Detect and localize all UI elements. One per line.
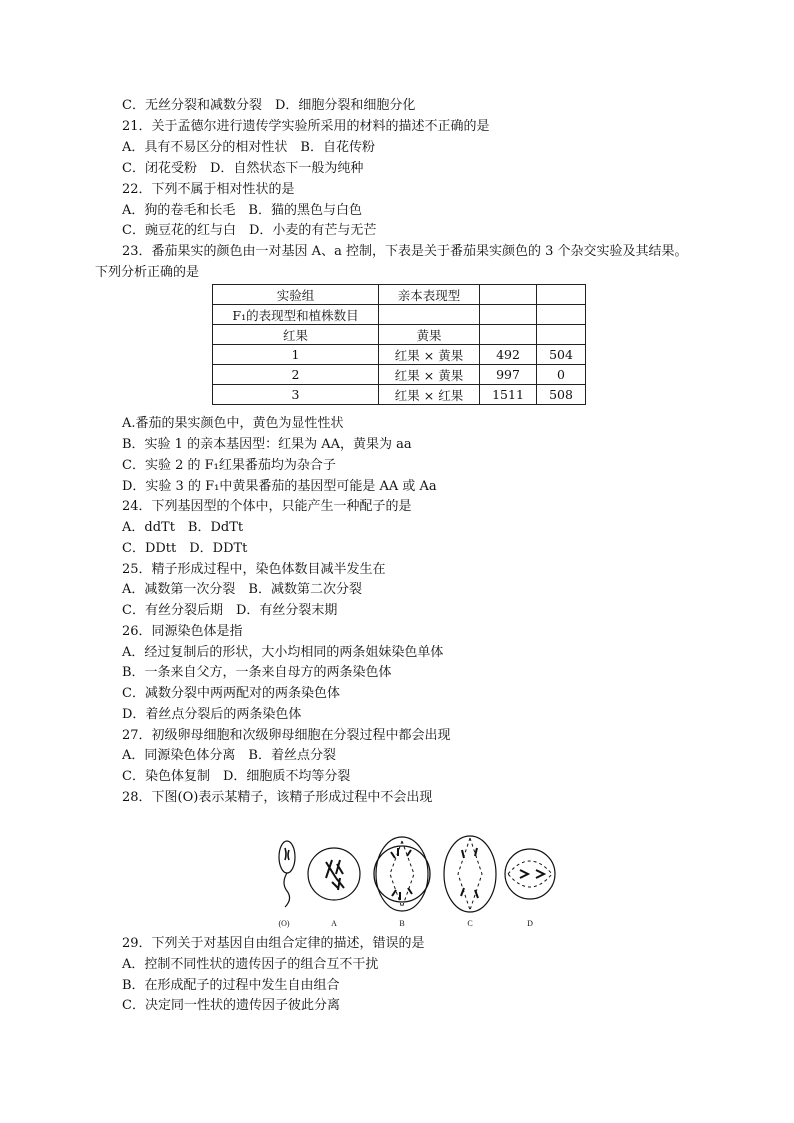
cell-b [374,846,430,902]
q23-option-d: D．实验 3 的 F₁中黄果番茄的基因型可能是 AA 或 Aa [122,479,437,494]
q23-stem-continued: 下列分析正确的是 [95,265,200,280]
figure-label-d: D [527,919,533,928]
q21-stem: 21．关于孟德尔进行遗传学实验所采用的材料的描述不正确的是 [122,119,490,134]
sperm-head [279,841,295,873]
q21-option-cd: C．闭花受粉 D．自然状态下一般为纯种 [122,161,364,176]
q26-option-d: D．着丝点分裂后的两条染色体 [122,707,302,722]
table-cell: 504 [537,345,586,365]
q23-option-a: A.番茄的果实颜色中，黄色为显性性状 [122,416,344,431]
q26-option-c: C．减数分裂中两两配对的两条染色体 [122,686,340,701]
cell-a-chromosomes [326,860,343,878]
table-cell: 0 [537,365,586,385]
table-cell: 2 [213,365,379,385]
q23-option-c: C．实验 2 的 F₁红果番茄均为杂合子 [122,458,336,473]
figure-label-b: B [399,919,405,928]
q29-option-b: B．在形成配子的过程中发生自由组合 [122,978,340,993]
q27-option-ab: A．同源染色体分离 B．着丝点分裂 [122,748,336,763]
q26-option-a: A．经过复制后的形状，大小均相同的两条姐妹染色单体 [122,645,444,660]
cell-division-figure [266,826,566,932]
q29-stem: 29．下列关于对基因自由组合定律的描述，错误的是 [122,936,425,951]
table-cell [379,305,480,325]
table-cell: 红果 [213,325,379,345]
table-cell: 1511 [480,385,537,405]
q22-stem: 22．下列不属于相对性状的是 [122,182,295,197]
cell-b-membrane [376,837,428,911]
q22-option-ab: A．狗的卷毛和长毛 B．猫的黑色与白色 [122,203,362,218]
sperm-chromosomes [285,848,289,860]
q25-stem: 25．精子形成过程中，染色体数目减半发生在 [122,562,386,577]
q24-option-ab: A．ddTt B．DdTt [122,520,244,535]
table-cell: 1 [213,345,379,365]
q29-option-c: C．决定同一性状的遗传因子彼此分离 [122,998,340,1013]
table-cell: 红果 × 黄果 [379,345,480,365]
table-row [213,325,586,345]
table-row [213,305,586,325]
table-cell: 黄果 [379,325,480,345]
table-cell: 3 [213,385,379,405]
q26-option-b: B．一条来自父方，一条来自母方的两条染色体 [122,665,392,680]
cross-results-table [212,284,586,405]
q25-option-cd: C．有丝分裂后期 D．有丝分裂末期 [122,603,338,618]
table-row [213,365,586,385]
table-cell: 红果 × 黄果 [379,365,480,385]
table-cell [480,285,537,305]
q27-stem: 27．初级卵母细胞和次级卵母细胞在分裂过程中都会出现 [122,728,451,743]
table-cell [537,285,586,305]
q27-option-cd: C．染色体复制 D．细胞质不均等分裂 [122,769,351,784]
q24-stem: 24．下列基因型的个体中，只能产生一种配子的是 [122,499,412,514]
q21-option-ab: A．具有不易区分的相对性状 B．自花传粉 [122,140,375,155]
q26-stem: 26．同源染色体是指 [122,624,243,639]
table-row [213,285,586,305]
table-cell: F₁的表现型和植株数目 [213,305,379,325]
table-cell [537,305,586,325]
figure-label-c: C [467,919,473,928]
figure-label-o: (O) [278,919,290,928]
table-cell: 红果 × 红果 [379,385,480,405]
q23-option-b: B．实验 1 的亲本基因型：红果为 AA，黄果为 aa [122,437,412,452]
table-cell: 亲本表现型 [379,285,480,305]
table-cell: 492 [480,345,537,365]
q23-stem: 23．番茄果实的颜色由一对基因 A、a 控制，下表是关于番茄果实颜色的 3 个杂交实验及其结果。 [122,244,688,259]
table-cell: 508 [537,385,586,405]
sperm-tail [284,873,290,907]
table-row [213,385,586,405]
table-cell [537,325,586,345]
table-cell [480,325,537,345]
q28-stem: 28．下图(O)表示某精子，该精子形成过程中不会出现 [122,790,433,805]
table-row [213,345,586,365]
q24-option-cd: C．DDtt D．DDTt [122,541,248,556]
cell-c [444,836,496,912]
q29-option-a: A．控制不同性状的遗传因子的组合互不干扰 [122,957,379,972]
q25-option-ab: A．减数第一次分裂 B．减数第二次分裂 [122,582,362,597]
table-cell [480,305,537,325]
figure-label-a: A [331,919,337,928]
cell-c-spindle [458,838,482,910]
q22-option-cd: C．豌豆花的红与白 D．小麦的有芒与无芒 [122,223,377,238]
q20-option-cd: C．无丝分裂和减数分裂 D．细胞分裂和细胞分化 [122,98,416,113]
table-cell: 997 [480,365,537,385]
cell-division-diagram [266,826,566,932]
table-cell: 实验组 [213,285,379,305]
